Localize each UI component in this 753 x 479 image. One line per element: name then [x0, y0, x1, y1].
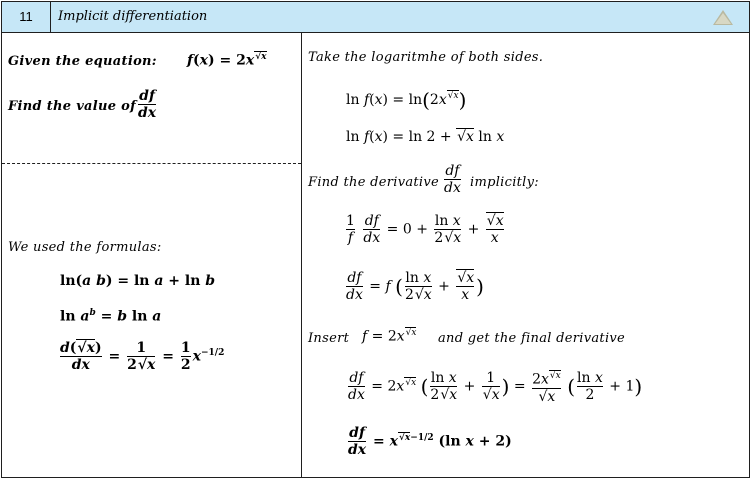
- find-label: Find the value of: [8, 99, 137, 114]
- step1-label: Take the logaritmhe of both sides.: [308, 50, 544, 65]
- step2-fraction: $\frac{df}{dx}$: [444, 163, 461, 196]
- exercise-number: 11: [2, 2, 51, 32]
- find-expression: $\frac{df}{dx}$: [138, 88, 157, 121]
- dashed-divider: [2, 163, 301, 164]
- equation-1: $\ln f(x) = \ln(2x^{√x})$: [346, 88, 467, 112]
- given-equation: $f(x) = 2x^{√x}$: [187, 52, 267, 69]
- formula-log-power: $\ln a^b = b$ ln a: [60, 308, 162, 325]
- given-label: Given the equation:: [8, 54, 157, 69]
- column-divider: [301, 33, 302, 478]
- up-triangle-icon-inner: [715, 13, 731, 24]
- equation-6: $\frac{df}{dx}$ = $x^{√x-1/2}$ (ln x + 2): [348, 425, 512, 458]
- formulas-label: We used the formulas:: [8, 240, 162, 255]
- equation-3: $\frac{1}{f}$ $\frac{df}{dx}$ = 0 + $\frac{\text{ln x}}{2√x}$ + $\frac{√x}{x}$: [346, 213, 504, 246]
- exercise-header: [1, 1, 750, 33]
- step2-label-a: Find the derivative: [308, 175, 440, 190]
- equation-4: $\frac{df}{dx}$ = f ( $\frac{\text{ln x}}{2√x}$ + $\frac{√x}{x}$ ): [346, 270, 484, 303]
- step3-label-a: Insert: [308, 331, 350, 346]
- step3-label-b: and get the final derivative: [438, 331, 626, 346]
- step2-label-b: implicitly:: [470, 175, 539, 190]
- formula-log-product: ln(a b) = ln a + ln b: [60, 273, 216, 289]
- equation-5: $\frac{df}{dx}$ = $2x^{√x}$ ( $\frac{\text{ln x}}{2√x}$ + $\frac{1}{√x}$ ) = $\frac{2x^{√x}}{√x}$ ( $\frac{\text{ln x}}{2}$ + 1): [348, 369, 643, 405]
- step3-insert: $f = 2x^{√x}$: [362, 328, 417, 345]
- exercise-title: Implicit differentiation: [58, 9, 208, 24]
- formula-sqrt-derivative: $\frac{d(√x)}{dx}$ = $\frac{1}{2√x}$ = $\frac{1}{2}$ $x^{-1/2}$: [60, 340, 225, 373]
- equation-2: ln f(x) = ln 2 + √x ln x: [346, 129, 505, 145]
